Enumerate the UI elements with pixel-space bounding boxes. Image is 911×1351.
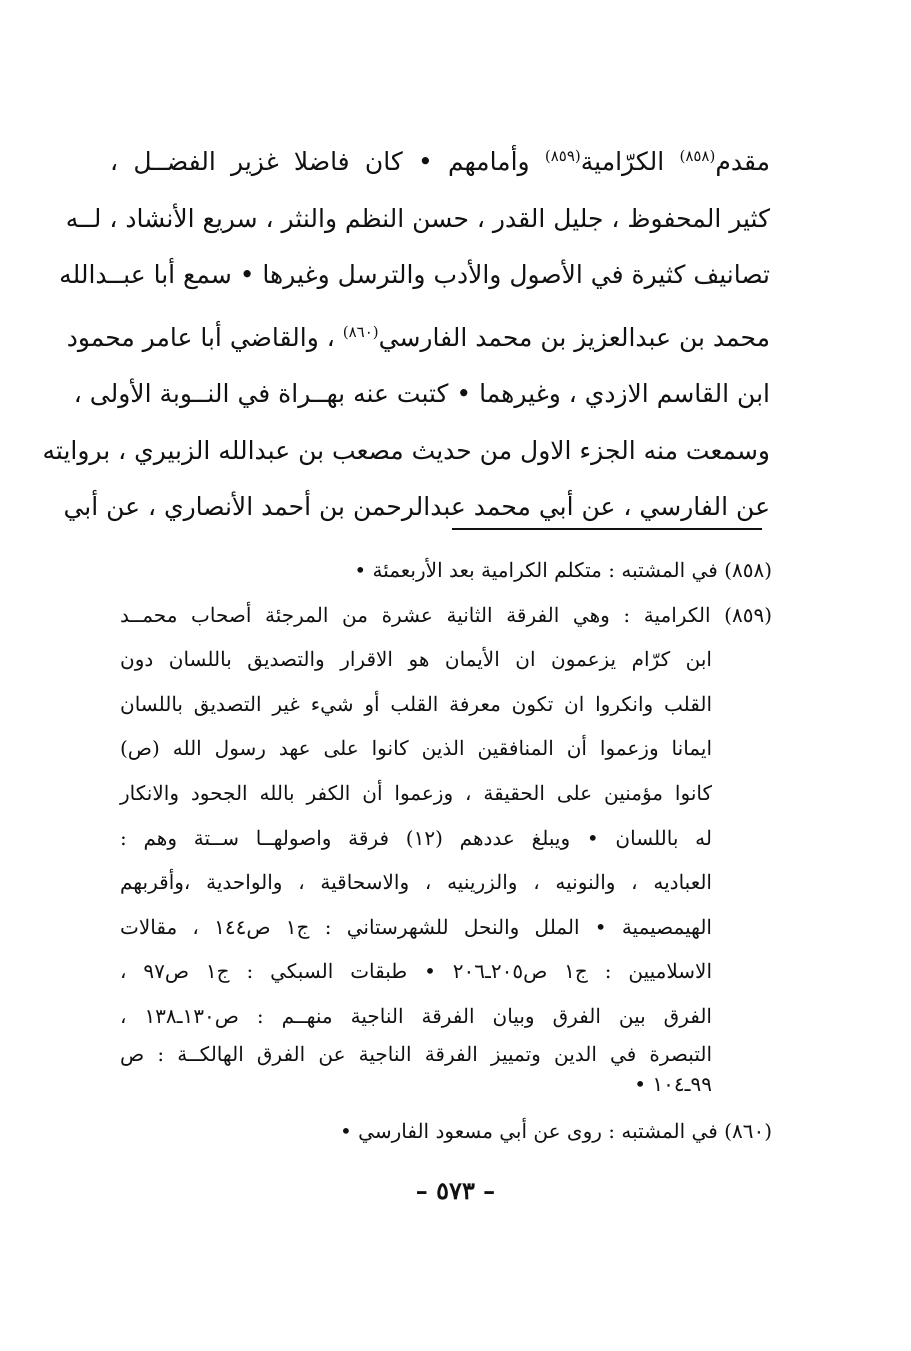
footnote-859 <box>120 593 772 1099</box>
main-text-line-3: تصانيف كثيرة في الأصول والأدب والترسل وغيرها • سمع أبا عبــدالله <box>59 260 770 289</box>
footnote-ref-860: (٨٦٠) <box>342 322 379 341</box>
text-segment: الكرّامية <box>580 147 680 176</box>
footnote-line: القلب وانكروا ان تكون معرفة القلب أو شيء غير التصديق باللسان <box>120 691 712 716</box>
footnote-line: ٩٩ـ١٠٤ • <box>634 1071 712 1096</box>
footnote-line: (٨٥٩) الكرامية : وهي الفرقة الثانية عشرة من المرجئة أصحاب محمــد <box>120 602 772 627</box>
footnote-line: العباديه ، والنونيه ، والزرينيه ، والاسحاقية ، والواحدية ،وأقربهم <box>120 870 712 895</box>
main-text-line-7: عن الفارسي ، عن أبي محمد عبدالرحمن بن أحمد الأنصاري ، عن أبي <box>63 492 770 521</box>
footnote-line: التبصرة في الدين وتمييز الفرقة الناجية عن الفرق الهالكــة : ص <box>120 1041 713 1066</box>
footnote-858: (٨٥٨) في المشتبه : متكلم الكرامية بعد الأربعمئة • <box>354 558 772 582</box>
main-text-line-6: وسمعت منه الجزء الاول من حديث مصعب بن عبدالله الزبيري ، بروايته <box>42 435 770 465</box>
footnote-ref-859: (٨٥٩) <box>544 147 581 165</box>
footnotes <box>120 548 772 1153</box>
footnote-line: كانوا مؤمنين على الحقيقة ، وزعموا أن الكفر بالله الجحود والانكار <box>120 780 712 805</box>
footnote-line: الهيمصيمية • الملل والنحل للشهرستاني : ج١ ص١٤٤ ، مقالات <box>120 914 712 939</box>
footnote-ref-858: (٨٥٨) <box>679 147 716 165</box>
text-segment: محمد بن عبدالعزيز بن محمد الفارسي <box>378 322 770 352</box>
footnote-line: الاسلاميين : ج١ ص٢٠٥ـ٢٠٦ • طبقات السبكي : ج١ ص٩٧ ، <box>120 959 713 984</box>
main-text-line-5: ابن القاسم الازدي ، وغيرهما • كتبت عنه بهــراة في النــوبة الأولى ، <box>73 379 770 408</box>
main-text-line-4 <box>66 304 770 367</box>
footnote-line: له باللسان • ويبلغ عددهم (١٢) فرقة واصولهــا ســتة وهم : <box>120 825 712 850</box>
text-segment: مقدم <box>715 147 770 176</box>
footnote-separator <box>452 528 762 530</box>
main-text <box>42 128 770 536</box>
footnote-line: ابن كرّام يزعمون ان الأيمان هو الاقرار والتصديق باللسان دون <box>120 647 712 672</box>
text-segment: ، والقاضي أبا عامر محمود <box>66 322 343 352</box>
footnote-line: الفرق بين الفرق وبيان الفرقة الناجية منهــم : ص١٣٠ـ١٣٨ ، <box>120 1003 712 1028</box>
page-number: – ٥٧٣ – <box>415 1176 496 1205</box>
main-text-line-2: كثير المحفوظ ، جليل القدر ، حسن النظم والنثر ، سريع الأنشاد ، لــه <box>65 203 770 233</box>
footnote-860: (٨٦٠) في المشتبه : روى عن أبي مسعود الفارسي • <box>340 1118 772 1143</box>
main-text-line-1 <box>110 128 770 191</box>
text-segment: وأمامهم • كان فاضلا غزير الفضــل ، <box>110 147 545 176</box>
footnote-line: ايمانا وزعموا أن المنافقين الذين كانوا على عهد رسول الله (ص) <box>120 736 712 761</box>
